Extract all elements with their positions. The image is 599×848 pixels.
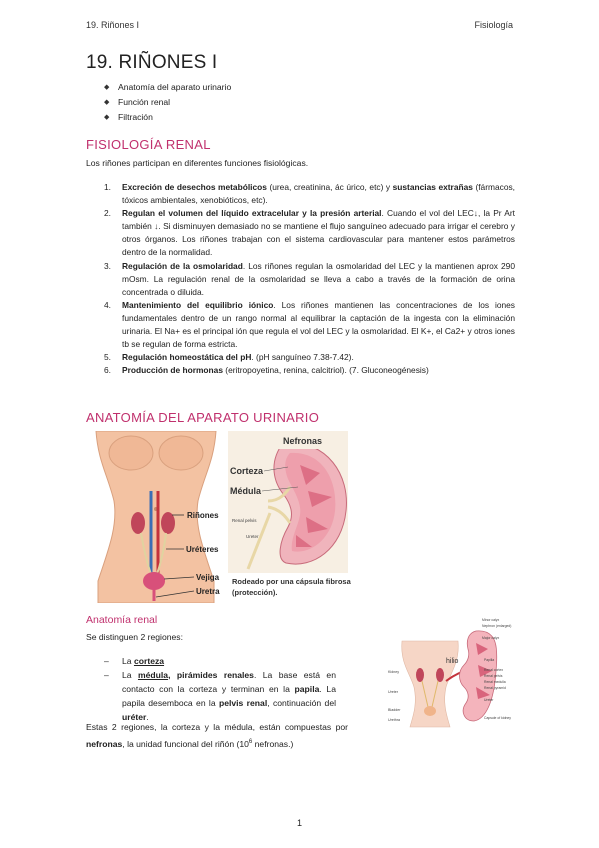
label-kidney: Kidney [388,670,399,674]
function-item-4: 4. Mantenimiento del equilibrio iónico. Los riñones mantienen las concentraciones de los iones fundamentales dentro de un rango normal al equilibrar la captación de la ingesta con la eliminación urinaria. El Na+ es el principal ión que regula el vol del LEC y la osmolaridad. El K+, el Ca2+ y otros iones tb se regulan de forma estricta. [104,299,515,350]
label-medula: Médula [230,486,262,496]
label-renal-cortex: Renal cortex [484,668,504,672]
label-renal-pelvis: Renal pelvis [232,518,257,523]
label-corteza: Corteza [230,466,264,476]
label-major-calyx: Major calyx [482,636,500,640]
label-rinones: Riñones [187,511,219,520]
label-uretra: Uretra [196,587,220,596]
figure-caption: Rodeado por una cápsula fibrosa (protección). [232,577,351,597]
label-urethra: Urethra [388,718,400,722]
function-item-2: 2. Regulan el volumen del líquido extracelular y la presión arterial. Cuando el vol del LEC↓, la Pr Art también ↓. Si disminuyen demasiado no se mantiene el flujo sanguíneo adecuado para irrigar el cerebro y otros órganos. Los riñones trabajan con el sistema cardiovascular para mantener estos parámetros dentro de la normalidad. [104,208,515,258]
label-renal-medulla: Renal medulla [484,680,506,684]
header-right: Fisiología [474,20,513,30]
subsection-intro: Se distinguen 2 regiones: [86,632,183,642]
toc-item: ◆ Función renal [104,95,231,110]
label-hilio: hilio [446,658,459,665]
label-renal-pelvis-small: Renal pelvis [484,674,503,678]
label-bladder: Bladder [388,708,401,712]
toc-item: ◆ Anatomía del aparato urinario [104,80,231,95]
label-papilla: Papilla [484,658,495,662]
page-title: 19. RIÑONES I [86,52,218,73]
label-renal-pyramid: Renal pyramid [484,686,506,690]
label-minor-calyx: Minor calyx [482,618,500,622]
label-ureter: Ureter [246,534,259,539]
page-number: 1 [296,818,302,828]
functions-list [104,181,515,377]
section-heading-fisiologia: FISIOLOGÍA RENAL [86,137,211,152]
kidney-section-figure [228,431,348,573]
toc-list [104,80,231,125]
subsection-heading-anatomia-renal: Anatomía renal [86,614,158,626]
label-capsule: Capsule of kidney [484,716,511,720]
region-item-corteza: – La corteza [104,654,336,668]
label-nefronas: Nefronas [283,436,323,446]
label-vejiga: Vejiga [196,573,220,582]
toc-item: ◆ Filtración [104,110,231,125]
header-left: 19. Riñones I [86,20,140,30]
function-item-3: 3. Regulación de la osmolaridad. Los riñones regulan la osmolaridad del LEC y la mantienen aprox 290 mOsm. La regulación renal de la osmolaridad se lleva a cabo a través de la formación de orina concentrada o diluida. [104,260,515,297]
label-ureter-small: Ureter [388,690,398,694]
function-item-1: 1. Excreción de desechos metabólicos (urea, creatinina, ác úrico, etc) y sustancias extrañas (fármacos, tóxicos ambientales, xenobióticos, etc). [104,182,515,206]
nefronas-paragraph: Estas 2 regiones, la corteza y la médula, están compuestas por nefronas, la unidad funcional del riñón ($10^6$ nefronas.) [86,722,348,749]
region-item-medula: – La médula, pirámides renales. La base está en contacto con la corteza y terminan en la papila. La papila desemboca en la pelvis renal, continuación del uréter. [104,668,336,724]
urinary-system-figure [86,431,226,603]
function-item-6: 6. Producción de hormonas (eritropoyetina, renina, calcitriol). (7. Gluconeogénesis) [104,365,429,376]
section-intro: Los riñones participan en diferentes funciones fisiológicas. [86,158,309,168]
section-heading-anatomia: ANATOMÍA DEL APARATO URINARIO [86,410,320,425]
label-nephron: Nephron (enlarged) [482,624,512,628]
kidney-hilio-figure [388,615,512,735]
regions-list [104,654,336,724]
function-item-5: 5. Regulación homeostática del pH. (pH sanguíneo 7.38-7.42). [104,352,354,363]
label-ureteres: Uréteres [186,545,219,554]
label-ureter-right: Ureter [484,698,494,702]
